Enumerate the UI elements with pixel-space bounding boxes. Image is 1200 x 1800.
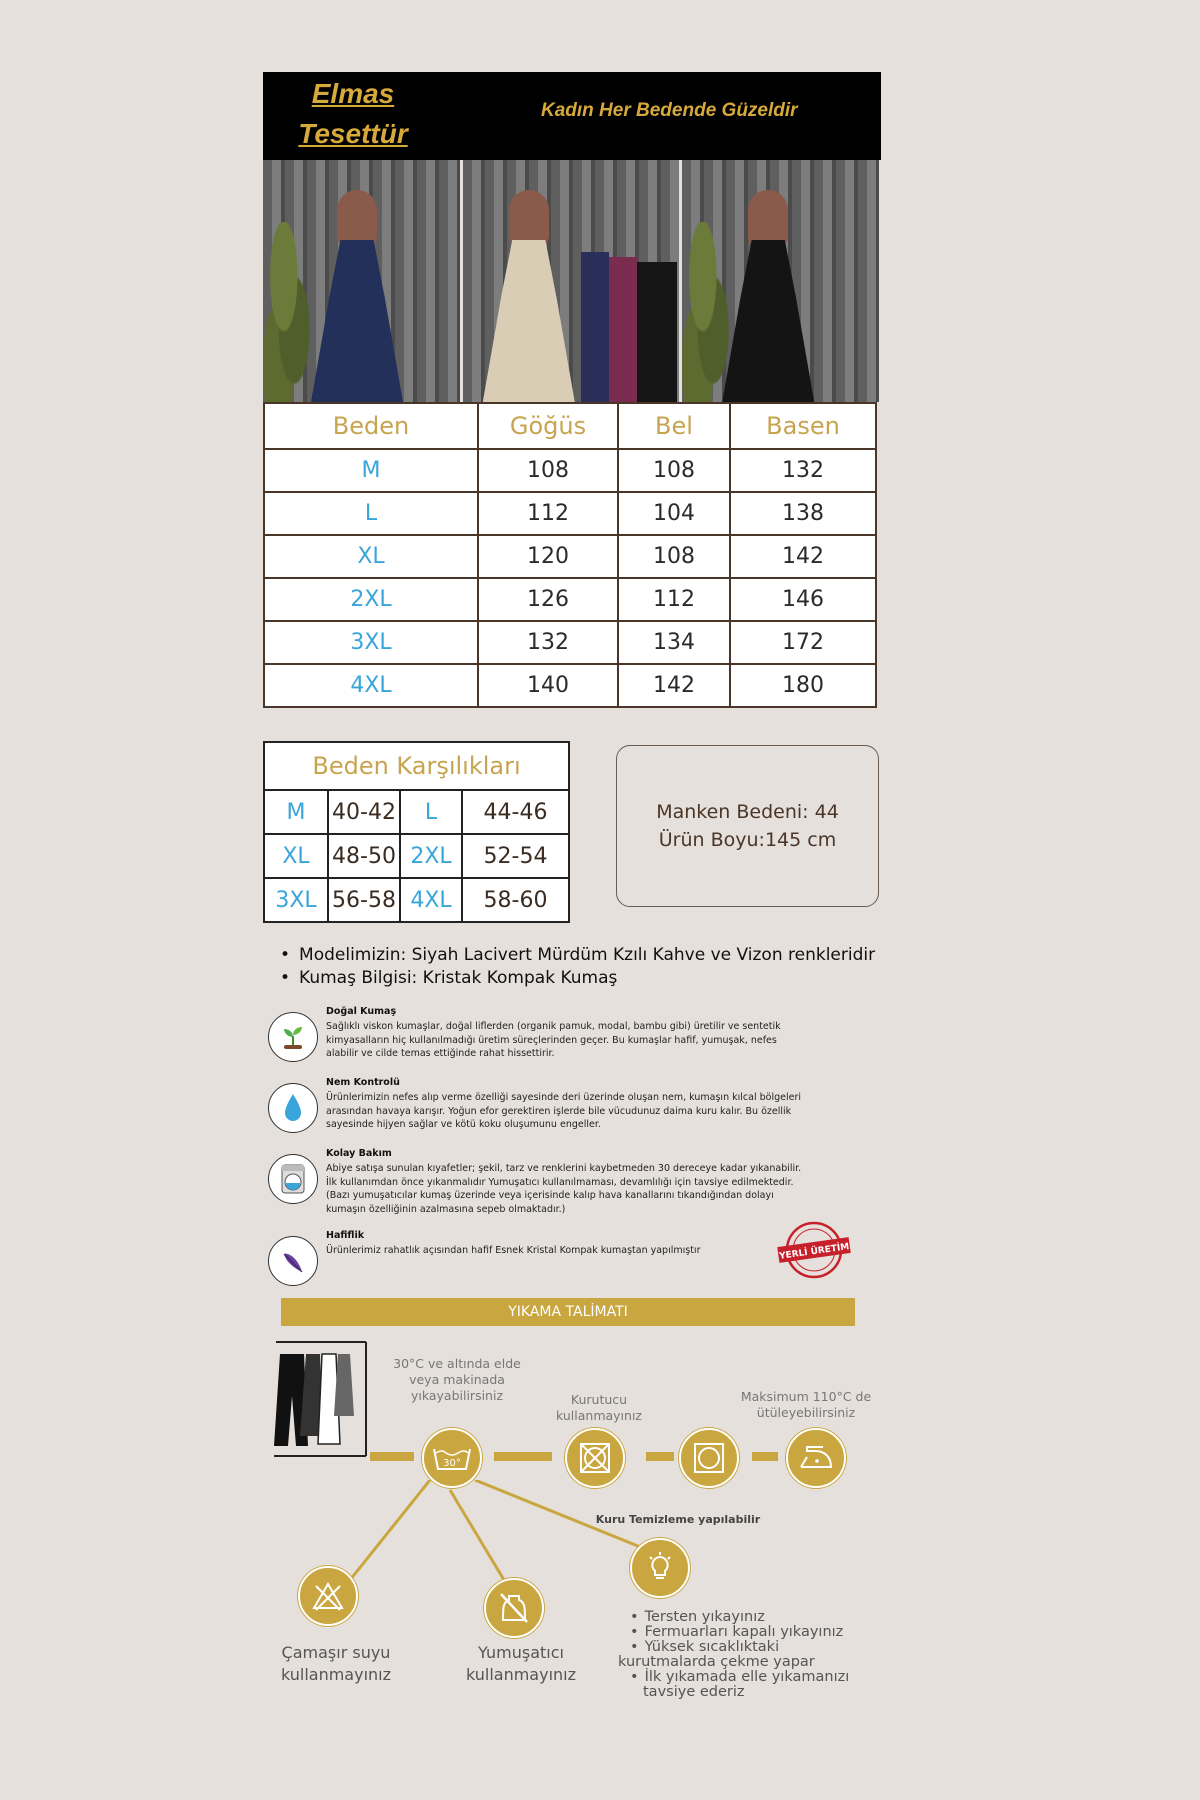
range-cell: 56-58 — [328, 878, 400, 922]
brand-logo[interactable] — [283, 74, 423, 154]
no-softener-label: Yumuşatıcı kullanmayınız — [465, 1643, 577, 1684]
value-cell: 126 — [478, 578, 618, 621]
equivalents-title: Beden Karşılıkları — [264, 742, 569, 790]
feature-text: Sağlıklı viskon kumaşlar, doğal liflerden (organik pamuk, modal, bambu gibi) üretilir ve sentetik kimyasalların hiç kullanılmadığı üretim süreçlerinden geçer. Bu kumaşlar hafif, yumuşak, nefes alabilir ve cilde temas ettiğinde rahat hissettirir. — [326, 1021, 781, 1059]
list-item: • Yüksek sıcaklıktaki — [618, 1640, 849, 1655]
connector-line — [370, 1452, 414, 1461]
value-cell: 104 — [618, 492, 730, 535]
size-chart-header-row — [264, 403, 876, 449]
brand-line-1: Elmas — [311, 78, 395, 109]
header-gogus: Göğüs — [478, 403, 618, 449]
size-chart-table — [263, 402, 877, 708]
list-item: • Modelimizin: Siyah Lacivert Mürdüm Kzılı Kahve ve Vizon renkleridir — [296, 944, 875, 967]
value-cell: 142 — [618, 664, 730, 707]
feature-title: Doğal Kumaş — [326, 1006, 397, 1017]
model-size: Manken Bedeni: 44 — [656, 801, 839, 823]
feather-icon — [268, 1236, 318, 1286]
range-cell: 52-54 — [462, 834, 569, 878]
size-cell: M — [264, 790, 328, 834]
product-length: Ürün Boyu:145 cm — [658, 829, 837, 851]
table-row — [264, 449, 876, 492]
list-item: • İlk yıkamada elle yıkamanızı — [618, 1670, 849, 1685]
dryer-label: Kurutucu kullanmayınız — [556, 1392, 642, 1423]
brand-line-2: Tesettür — [298, 118, 408, 149]
value-cell: 146 — [730, 578, 876, 621]
table-row — [264, 621, 876, 664]
range-cell: 58-60 — [462, 878, 569, 922]
tumble-dry-icon — [679, 1428, 739, 1488]
local-production-stamp-icon — [776, 1220, 852, 1280]
table-row — [264, 790, 569, 834]
value-cell: 108 — [618, 449, 730, 492]
header-basen: Basen — [730, 403, 876, 449]
list-item: tavsiye ederiz — [643, 1684, 745, 1700]
model-info-box — [616, 745, 879, 907]
slogan: Kadın Her Bedende Güzeldir — [541, 100, 798, 121]
list-item: kurutmalarda çekme yapar — [618, 1654, 815, 1670]
product-photo-beige[interactable] — [463, 160, 679, 402]
value-cell: 138 — [730, 492, 876, 535]
header-beden: Beden — [264, 403, 478, 449]
header-bel: Bel — [618, 403, 730, 449]
wash-30-icon — [422, 1428, 482, 1488]
no-softener-icon — [484, 1578, 544, 1638]
stamp-text: YERLİ ÜRETİM — [778, 1242, 850, 1262]
size-cell: 2XL — [264, 578, 478, 621]
iron-label: Maksimum 110°C de ütüleyebilirsiniz — [740, 1389, 872, 1420]
value-cell: 120 — [478, 535, 618, 578]
iron-icon — [786, 1428, 846, 1488]
value-cell: 132 — [478, 621, 618, 664]
water-drop-icon — [268, 1083, 318, 1133]
no-tumble-dry-icon — [565, 1428, 625, 1488]
connector-line — [752, 1452, 778, 1461]
washing-machine-icon — [268, 1154, 318, 1204]
product-photo-navy[interactable] — [263, 160, 460, 402]
value-cell: 180 — [730, 664, 876, 707]
size-cell: XL — [264, 834, 328, 878]
size-equivalents-table — [263, 741, 570, 923]
washing-tips-list — [618, 1610, 849, 1700]
clothes-rack-icon — [270, 1336, 374, 1460]
wash-temp-label: 30°C ve altında elde veya makinada yıkayabilirsiniz — [393, 1356, 521, 1403]
value-cell: 140 — [478, 664, 618, 707]
size-cell: XL — [264, 535, 478, 578]
no-bleach-label: Çamaşır suyu kullanmayınız — [280, 1643, 392, 1684]
dry-clean-icon — [630, 1538, 690, 1598]
feature-title: Kolay Bakım — [326, 1148, 392, 1159]
size-cell: 3XL — [264, 621, 478, 664]
table-row — [264, 535, 876, 578]
feature-text: Ürünlerimizin nefes alıp verme özelliği sayesinde deri üzerinde oluşan nem, kumaşın kılcal bölgeleri arasından havaya karışır. Yoğun efor gerektiren işlerde bile vücudunuz daima kuru kalır. Bu özellik sayesinde hijyen sağlar ve kötü koku oluşumunu engeller. — [326, 1092, 801, 1130]
list-item: • Tersten yıkayınız — [618, 1610, 849, 1625]
range-cell: 44-46 — [462, 790, 569, 834]
table-row — [264, 578, 876, 621]
size-cell: 4XL — [400, 878, 462, 922]
connector-line — [646, 1452, 674, 1461]
no-bleach-icon — [298, 1566, 358, 1626]
size-cell: 2XL — [400, 834, 462, 878]
list-item: • Fermuarları kapalı yıkayınız — [618, 1625, 849, 1640]
feature-text: Abiye satışa sunulan kıyafetler; şekil, tarz ve renklerini kaybetmeden 30 dereceye kadar yıkanabilir. İlk kullanımdan önce yıkanmalıdır Yumuşatıcı kullanılmaması, devamlılığı için tavsiye edilmektedir. (Bazı yumuşatıcılar kumaş üzerinde veya içerisinde kalıp hava kanallarını tıkandığından dolayı kumaşın özelliğinin azalmasına sepeb olmaktadır.) — [326, 1163, 802, 1215]
range-cell: 48-50 — [328, 834, 400, 878]
table-row — [264, 878, 569, 922]
value-cell: 172 — [730, 621, 876, 664]
list-item: • Kumaş Bilgisi: Kristak Kompak Kumaş — [296, 967, 875, 990]
value-cell: 142 — [730, 535, 876, 578]
feature-text: Ürünlerimiz rahatlık açısından hafif Esnek Kristal Kompak kumaştan yapılmıştır — [326, 1245, 701, 1256]
range-cell: 40-42 — [328, 790, 400, 834]
table-row — [264, 834, 569, 878]
value-cell: 112 — [478, 492, 618, 535]
product-photo-black[interactable] — [682, 160, 879, 402]
size-cell: L — [400, 790, 462, 834]
size-cell: 4XL — [264, 664, 478, 707]
header-banner — [263, 72, 881, 160]
value-cell: 108 — [478, 449, 618, 492]
product-info-list — [280, 944, 875, 990]
size-cell: L — [264, 492, 478, 535]
product-photos — [263, 160, 879, 402]
table-row — [264, 492, 876, 535]
value-cell: 112 — [618, 578, 730, 621]
seedling-icon — [268, 1012, 318, 1062]
connector-line — [494, 1452, 552, 1461]
wash-temp-symbol-text: 30° — [443, 1458, 461, 1469]
value-cell: 132 — [730, 449, 876, 492]
feature-title: Nem Kontrolü — [326, 1077, 400, 1088]
dry-clean-label: Kuru Temizleme yapılabilir — [595, 1513, 761, 1526]
table-row — [264, 664, 876, 707]
value-cell: 134 — [618, 621, 730, 664]
size-cell: 3XL — [264, 878, 328, 922]
washing-title-bar: YIKAMA TALİMATI — [281, 1298, 855, 1326]
value-cell: 108 — [618, 535, 730, 578]
size-cell: M — [264, 449, 478, 492]
feature-title: Hafiflik — [326, 1230, 365, 1241]
